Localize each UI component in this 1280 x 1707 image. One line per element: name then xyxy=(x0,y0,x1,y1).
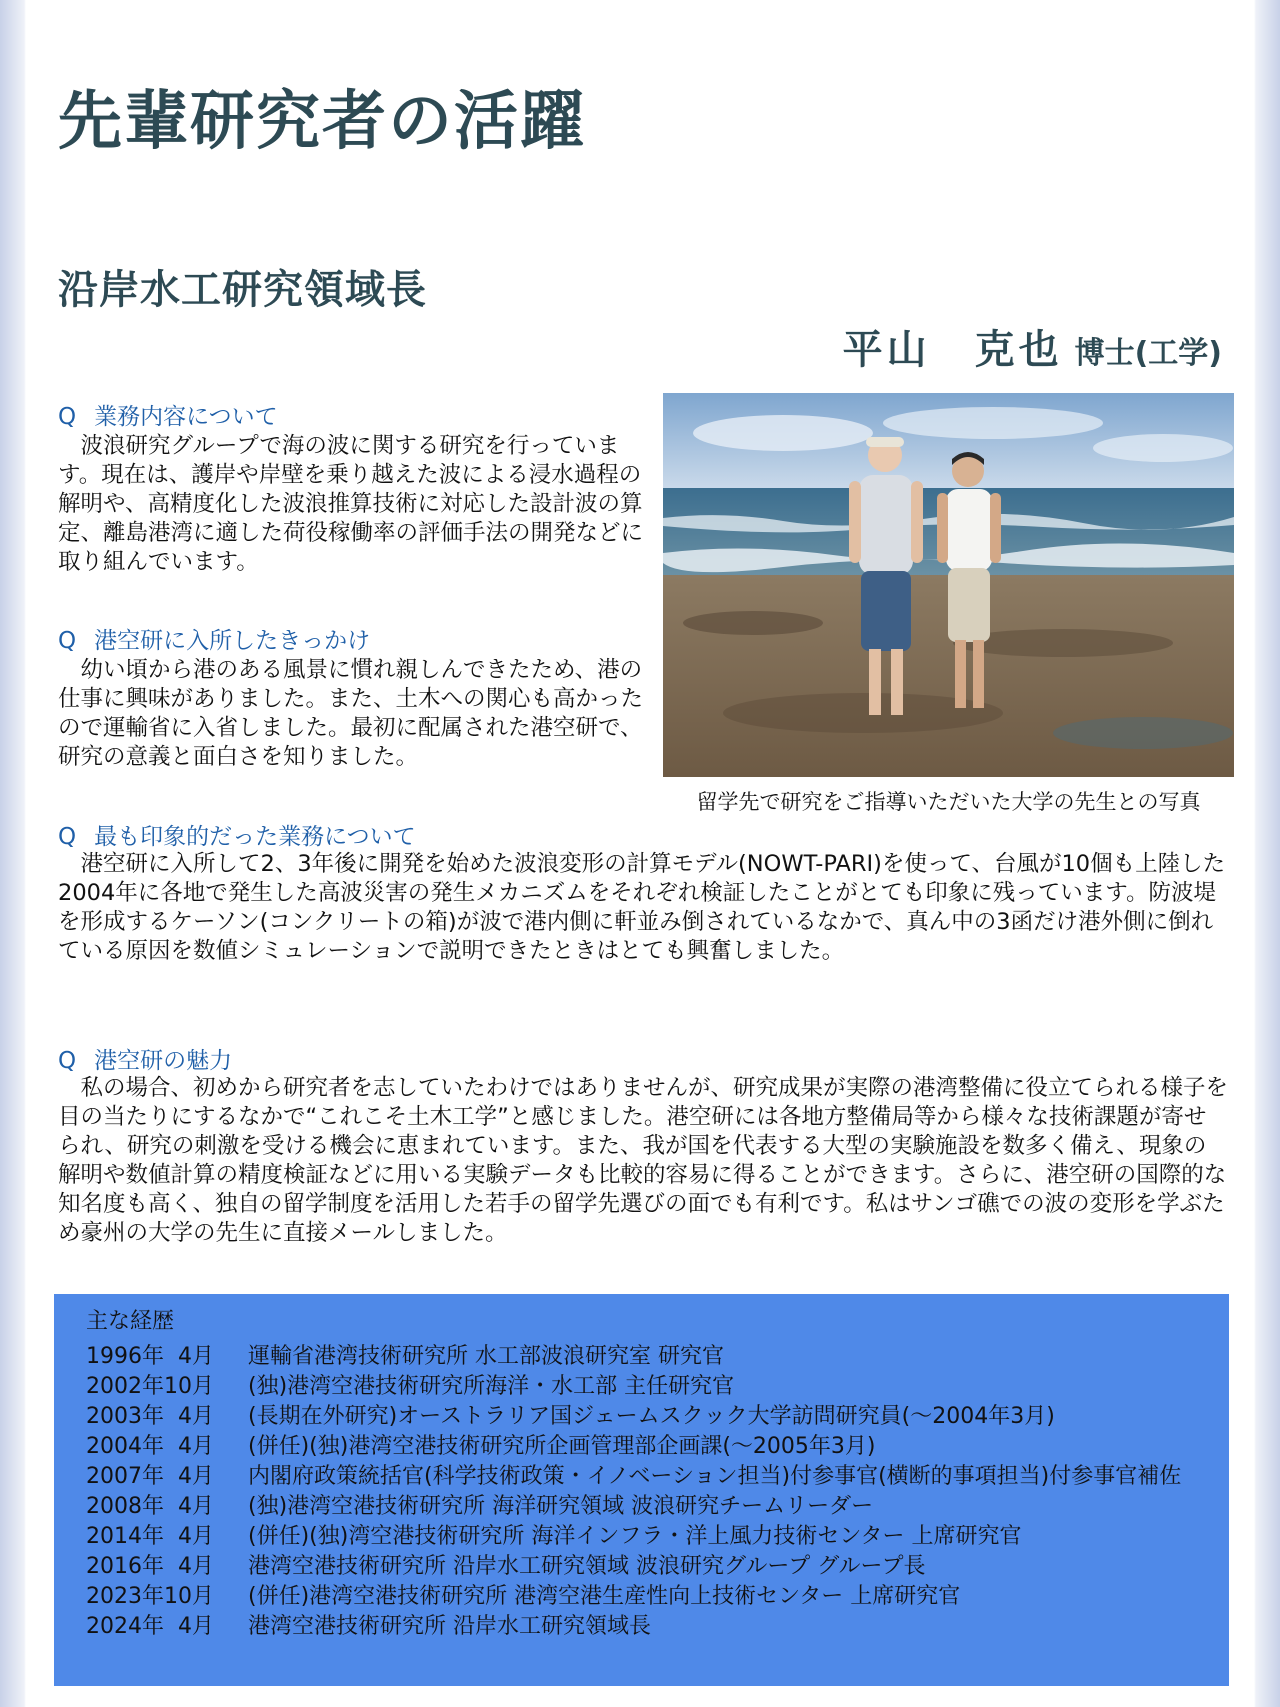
section-body-work: 波浪研究グループで海の波に関する研究を行っています。現在は、護岸や岸壁を乗り越えた波による浸水過程の解明や、高精度化した波浪推算技術に対応した設計波の算定、離島港湾に適した荷役稼働率の評価手法の開発などに取り組んでいます。 xyxy=(58,433,644,575)
career-date: 2014年 4月 xyxy=(86,1524,214,1549)
career-description: 港湾空港技術研究所 沿岸水工研究領域 波浪研究グループ グループ長 xyxy=(248,1554,926,1579)
career-row xyxy=(86,1582,1229,1612)
career-description: 運輸省港湾技術研究所 水工部波浪研究室 研究官 xyxy=(248,1344,724,1369)
career-row xyxy=(86,1372,1229,1402)
question-mark: Q xyxy=(58,404,77,430)
career-row xyxy=(86,1522,1229,1552)
photo-illustration xyxy=(663,393,1234,777)
career-date: 2007年 4月 xyxy=(86,1464,214,1489)
section-heading-text: 最も印象的だった業務について xyxy=(94,824,416,850)
career-description: (併任)(独)港湾空港技術研究所企画管理部企画課(～2005年3月) xyxy=(248,1434,876,1459)
photo-caption: 留学先で研究をご指導いただいた大学の先生との写真 xyxy=(696,790,1201,814)
career-row xyxy=(86,1402,1229,1432)
section-heading-work xyxy=(58,398,278,431)
question-mark: Q xyxy=(58,824,77,850)
page-title: 先輩研究者の活躍 xyxy=(58,85,586,159)
career-description: (併任)港湾空港技術研究所 港湾空港生産性向上技術センター 上席研究官 xyxy=(248,1584,961,1609)
career-row xyxy=(86,1462,1229,1492)
question-mark: Q xyxy=(58,1048,77,1074)
career-description: 港湾空港技術研究所 沿岸水工研究領域長 xyxy=(248,1614,651,1639)
career-row xyxy=(86,1552,1229,1582)
career-list xyxy=(86,1342,1229,1642)
question-mark: Q xyxy=(58,628,77,654)
section-body-motivation: 幼い頃から港のある風景に慣れ親しんできたため、港の仕事に興味がありました。また、土木への関心も高かったので運輸省に入省しました。最初に配属された港空研で、研究の意義と面白さを知りました。 xyxy=(58,657,644,770)
career-date: 1996年 4月 xyxy=(86,1344,214,1369)
career-description: (長期在外研究)オーストラリア国ジェームスクック大学訪問研究員(～2004年3月) xyxy=(248,1404,1055,1429)
career-box xyxy=(54,1294,1229,1686)
section-heading-motivation xyxy=(58,622,370,655)
section-heading-appeal xyxy=(58,1042,232,1075)
career-row xyxy=(86,1342,1229,1372)
career-date: 2002年10月 xyxy=(86,1374,214,1399)
section-heading-text: 港空研に入所したきっかけ xyxy=(94,628,371,654)
section-body-memorable: 港空研に入所して2、3年後に開発を始めた波浪変形の計算モデル(NOWT-PARI)を使って、台風が10個も上陸した2004年に各地で発生した高波災害の発生メカニズムをそれぞれ検証したことがとても印象に残っています。防波堤を形成するケーソン(コンクリートの箱)が波で港内側に軒並み倒されているなかで、真ん中の3函だけ港外側に倒れている原因を数値シミュレーションで説明できたときはとても興奮しました。 xyxy=(58,851,1226,964)
career-date: 2008年 4月 xyxy=(86,1494,214,1519)
career-date: 2024年 4月 xyxy=(86,1614,214,1639)
career-description: 内閣府政策統括官(科学技術政策・イノベーション担当)付参事官(横断的事項担当)付参事官補佐 xyxy=(248,1464,1182,1489)
career-date: 2004年 4月 xyxy=(86,1434,214,1459)
department-title: 沿岸水工研究領域長 xyxy=(58,267,427,313)
career-date: 2016年 4月 xyxy=(86,1554,214,1579)
career-row xyxy=(86,1492,1229,1522)
photo-beach xyxy=(663,393,1234,777)
career-title: 主な経歴 xyxy=(86,1309,175,1334)
person-degree: 博士(工学) xyxy=(1074,336,1222,371)
career-description: (併任)(独)湾空港技術研究所 海洋インフラ・洋上風力技術センター 上席研究官 xyxy=(248,1524,1022,1549)
career-date: 2023年10月 xyxy=(86,1584,214,1609)
person-name-block xyxy=(843,318,1222,375)
section-heading-memorable xyxy=(58,818,416,851)
person-name: 平山 克也 xyxy=(842,327,1063,373)
career-row xyxy=(86,1432,1229,1462)
section-heading-text: 業務内容について xyxy=(94,404,278,430)
career-description: (独)港湾空港技術研究所海洋・水工部 主任研究官 xyxy=(248,1374,735,1399)
section-heading-text: 港空研の魅力 xyxy=(94,1048,233,1074)
career-row xyxy=(86,1612,1229,1642)
career-date: 2003年 4月 xyxy=(86,1404,214,1429)
section-body-appeal: 私の場合、初めから研究者を志していたわけではありませんが、研究成果が実際の港湾整備に役立てられる様子を目の当たりにするなかで“これこそ土木工学”と感じました。港空研には各地方整備局等から様々な技術課題が寄せられ、研究の刺激を受ける機会に恵まれています。また、我が国を代表する大型の実験施設を数多く備え、現象の解明や数値計算の精度検証などに用いる実験データも比較的容易に得ることができます。さらに、港空研の国際的な知名度も高く、独自の留学制度を活用した若手の留学先選びの面でも有利です。私はサンゴ礁での波の変形を学ぶため豪州の大学の先生に直接メールしました。 xyxy=(58,1075,1229,1246)
career-description: (独)港湾空港技術研究所 海洋研究領域 波浪研究チームリーダー xyxy=(248,1494,874,1519)
